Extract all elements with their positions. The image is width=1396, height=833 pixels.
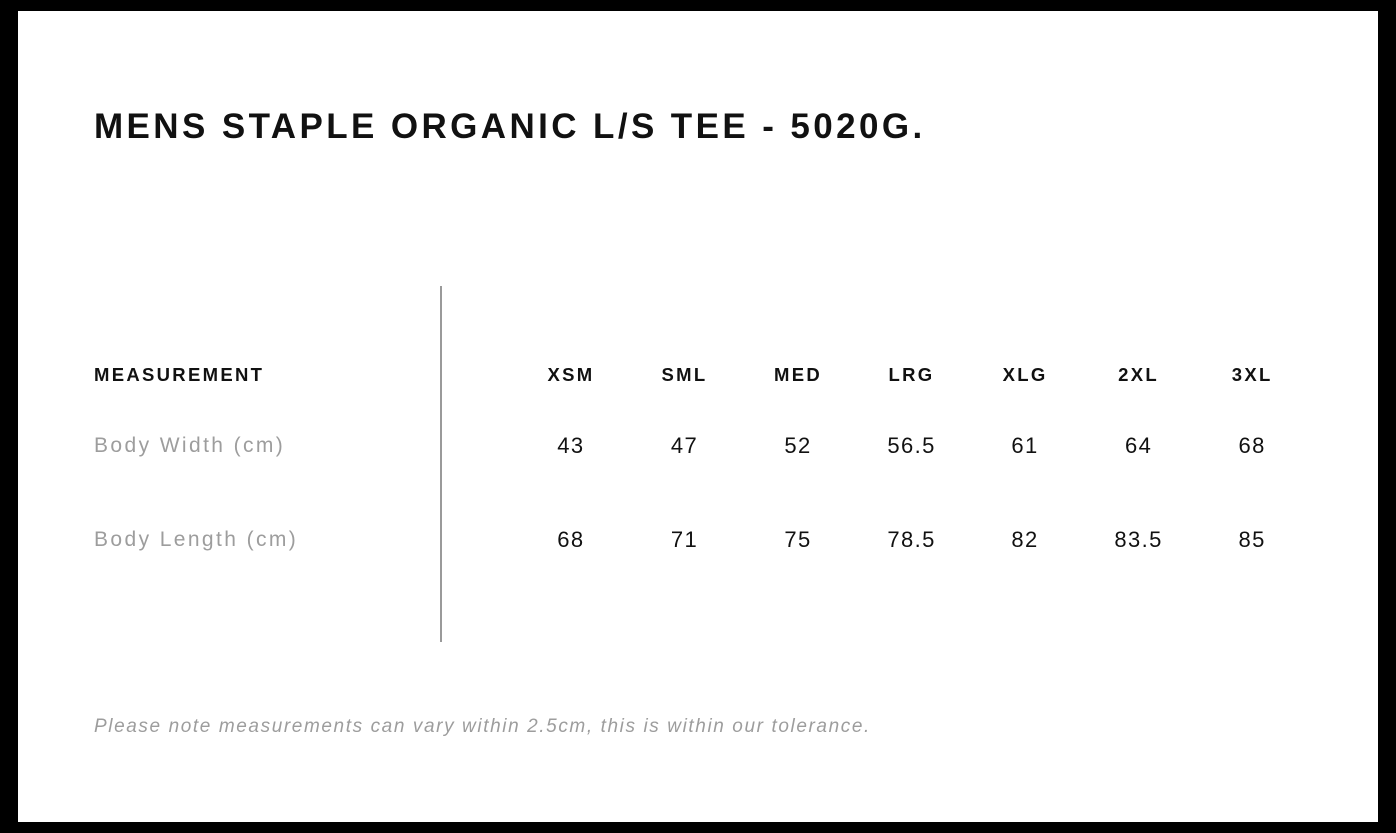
- table-cell: 52: [784, 433, 812, 458]
- table-cell: 61: [1011, 433, 1039, 458]
- table-row: [94, 493, 1309, 587]
- row-label: Body Length (cm): [94, 528, 299, 551]
- column-header-size: LRG: [888, 364, 935, 385]
- table-row: [94, 399, 1309, 493]
- table-cell: 43: [557, 433, 585, 458]
- table-cell: 83.5: [1114, 527, 1163, 552]
- column-header-size: 2XL: [1118, 364, 1160, 385]
- column-header-size: 3XL: [1231, 364, 1273, 385]
- table-header-row: [94, 351, 1309, 399]
- table-cell: 64: [1124, 433, 1153, 458]
- column-header-size: SML: [661, 364, 708, 385]
- table-cell: 68: [1238, 433, 1266, 458]
- tolerance-note: Please note measurements can vary within 2.5cm, this is within our tolerance.: [94, 716, 871, 737]
- column-header-measurement: MEASUREMENT: [94, 364, 265, 385]
- page-title: MENS STAPLE ORGANIC L/S TEE - 5020G.: [94, 107, 926, 146]
- column-header-size: XSM: [547, 364, 595, 385]
- table-cell: 68: [557, 527, 585, 552]
- column-header-size: MED: [773, 364, 822, 385]
- table-cell: 56.5: [887, 433, 936, 458]
- table-cell: 82: [1011, 527, 1039, 552]
- table-cell: 47: [670, 433, 699, 458]
- table-cell: 71: [670, 527, 699, 552]
- table-cell: 85: [1238, 527, 1266, 552]
- row-label: Body Width (cm): [94, 434, 286, 457]
- column-header-size: XLG: [1002, 364, 1048, 385]
- table-cell: 75: [784, 527, 812, 552]
- size-chart-table: [94, 351, 1309, 587]
- table-cell: 78.5: [887, 527, 936, 552]
- size-chart-page: [18, 11, 1378, 822]
